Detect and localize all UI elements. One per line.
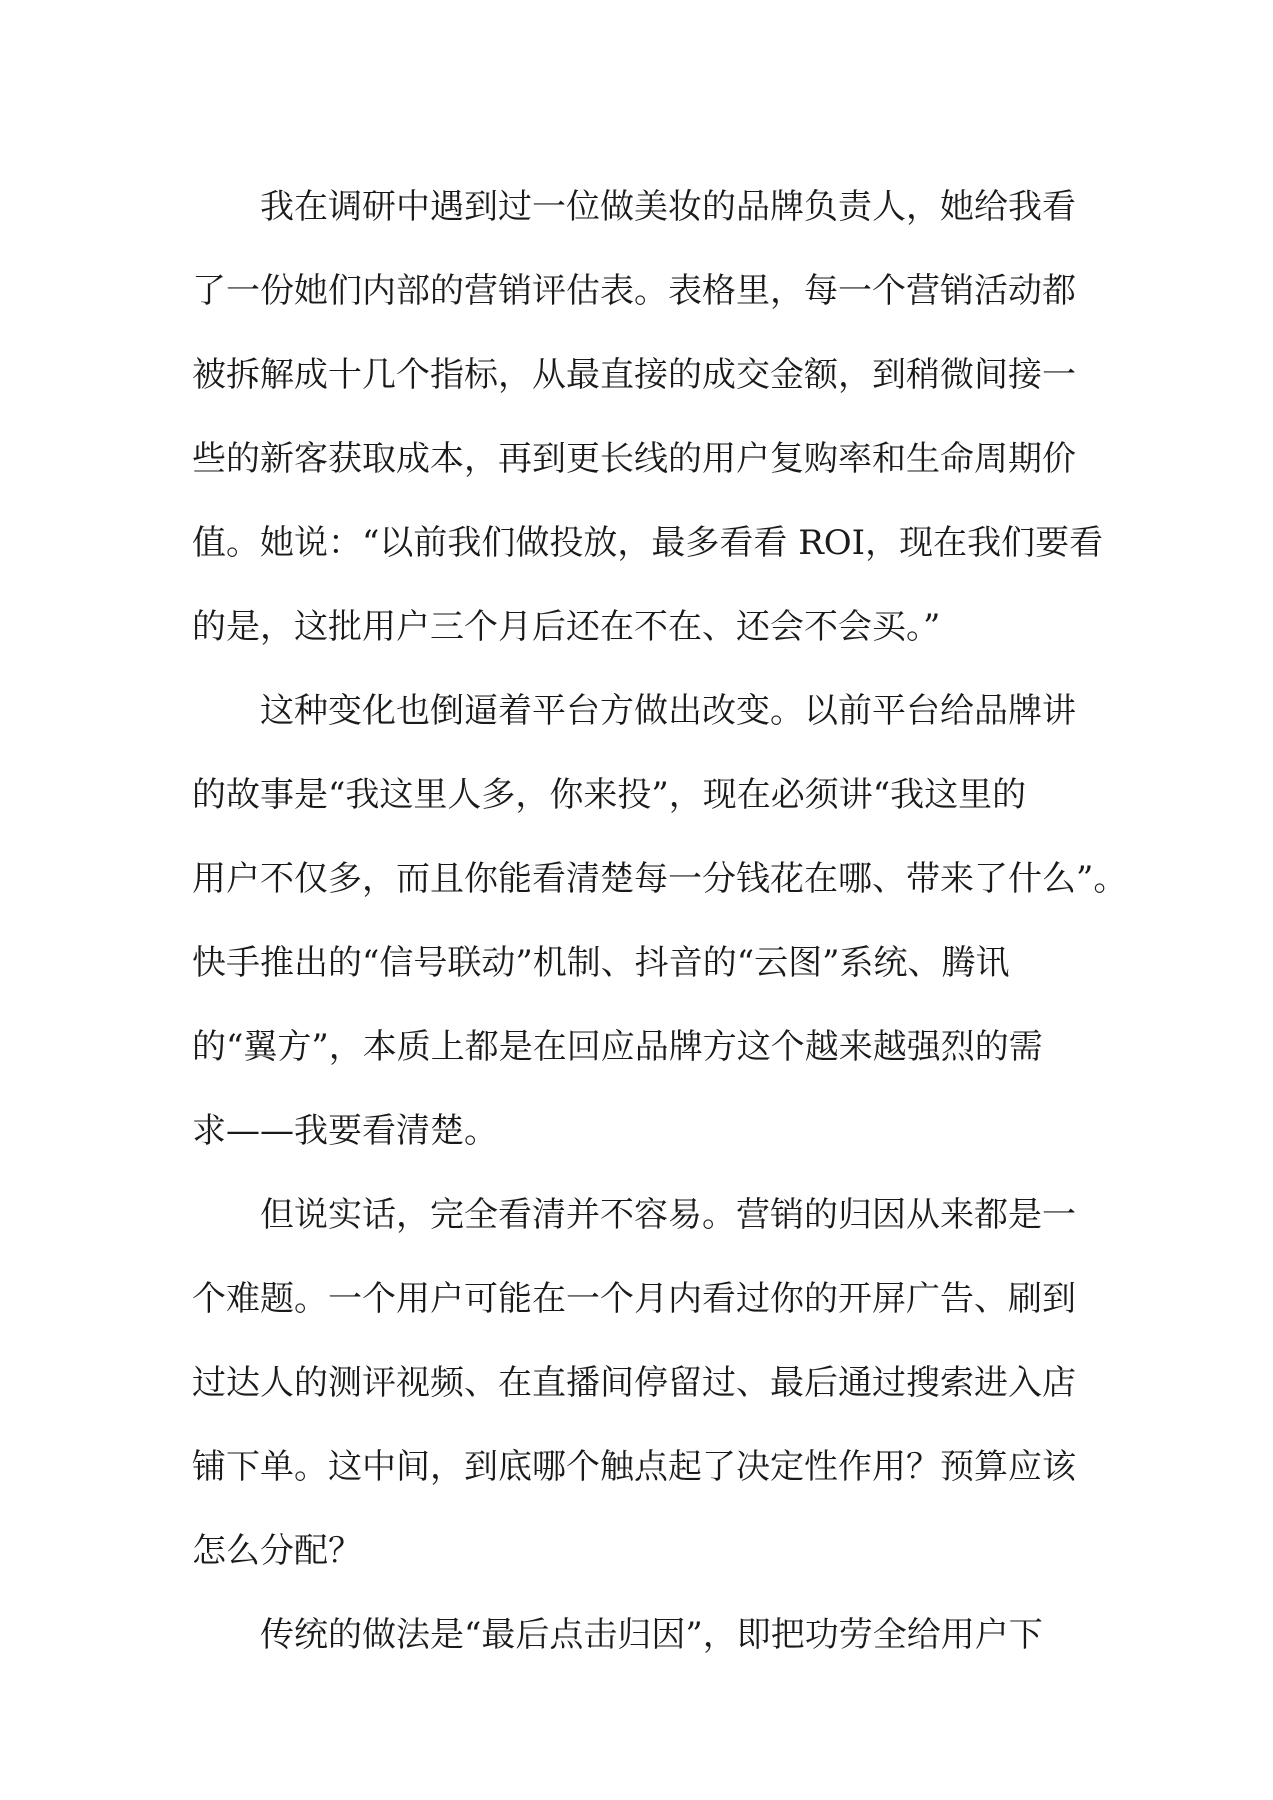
paragraph-3-line-5: 怎么分配？ (192, 1531, 362, 1571)
paragraph-1-line-6: 的是，这批用户三个月后还在不在、还会不会买。” (192, 607, 941, 647)
paragraph-1-line-2: 了一份她们内部的营销评估表。表格里，每一个营销活动都 (192, 271, 1076, 311)
paragraph-2-line-4: 快手推出的“信号联动”机制、抖音的“云图”系统、腾讯 (192, 943, 1010, 983)
paragraph-1-line-4: 些的新客获取成本，再到更长线的用户复购率和生命周期价 (192, 439, 1076, 479)
paragraph-3-line-4: 铺下单。这中间，到底哪个触点起了决定性作用？预算应该 (192, 1447, 1076, 1487)
paragraph-2-line-3: 用户不仅多，而且你能看清楚每一分钱花在哪、带来了什么”。 (192, 859, 1128, 899)
paragraph-2-line-5: 的“翼方”，本质上都是在回应品牌方这个越来越强烈的需 (192, 1027, 1043, 1067)
paragraph-1-line-3: 被拆解成十几个指标，从最直接的成交金额，到稍微间接一 (192, 355, 1076, 395)
paragraph-3-line-1: 但说实话，完全看清并不容易。营销的归因从来都是一 (260, 1195, 1076, 1235)
paragraph-2-line-1: 这种变化也倒逼着平台方做出改变。以前平台给品牌讲 (260, 691, 1076, 731)
paragraph-1-line-5: 值。她说：“以前我们做投放，最多看看 ROI，现在我们要看 (192, 523, 1104, 563)
paragraph-2-line-2: 的故事是“我这里人多，你来投”，现在必须讲“我这里的 (192, 775, 1027, 815)
paragraph-1-line-1: 我在调研中遇到过一位做美妆的品牌负责人，她给我看 (260, 187, 1076, 227)
paragraph-3-line-2: 个难题。一个用户可能在一个月内看过你的开屏广告、刷到 (192, 1279, 1076, 1319)
paragraph-4-line-1: 传统的做法是“最后点击归因”，即把功劳全给用户下 (260, 1615, 1043, 1655)
body-text (192, 165, 1128, 1677)
paragraph-3-line-3: 过达人的测评视频、在直播间停留过、最后通过搜索进入店 (192, 1363, 1076, 1403)
paragraph-2-line-6: 求——我要看清楚。 (192, 1111, 498, 1151)
